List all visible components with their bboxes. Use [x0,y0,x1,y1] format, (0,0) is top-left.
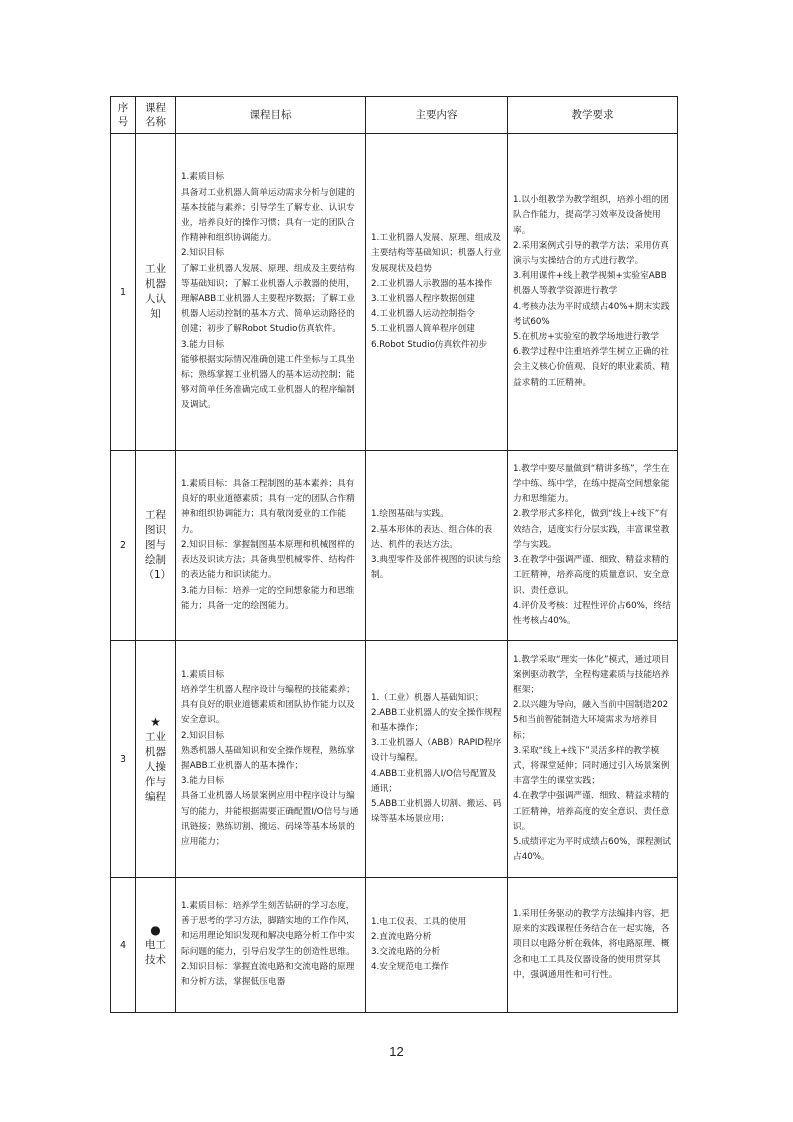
course-name: 工业机器人认知 [145,263,166,320]
main-content-cell [366,641,508,878]
content-line: 2.直流电路分析 [371,931,432,942]
content-line: 4.ABB工业机器人I/O信号配置及通讯； [371,768,497,794]
requirements-line: 1.教学中要尽量做到“精讲多练”，学生在学中练、练中学，在练中提高空间想象能力和思维能力。 [513,463,670,505]
requirements-line: 5.成绩评定为平时成绩占60%，课程测试占40%。 [513,837,671,863]
course-table-page [110,96,677,1013]
content-line: 1.工业机器人发展、原理、组成及主要结构等基础知识；机器人行业发展现状及趋势 [371,233,502,274]
content-line: 3.工业机器人程序数据创建 [371,294,475,304]
goal-line: 1.素质目标 [181,669,225,680]
course-goal-cell [176,641,366,878]
main-content-cell [366,451,508,641]
goal-line: 了解工业机器人发展、原理、组成及主要结构等基础知识；了解工业机器人示教器的使用，理解ABB工业机器人主要程序数据；了解工业机器人运动控制的基本方式、简单运动路径的创建；初步了解Robot Studio仿真软件。 [181,263,356,335]
page-number: 12 [389,1044,404,1059]
header-goal: 课程目标 [176,97,366,134]
content-line: 2.工业机器人示教器的基本操作 [371,278,493,289]
header-content: 主要内容 [366,97,508,134]
goal-line: 2.知识目标 [181,730,225,741]
requirements-line: 5.在机房+实验室的教学场地进行教学 [513,332,659,342]
course-name: 电工技术 [145,939,166,966]
header-requirements: 教学要求 [508,97,678,134]
course-name: 工程图识图与绘制（1） [143,509,172,581]
requirements-line: 1.以小组教学为教学组织，培养小组的团队合作能力，提高学习效率及设备使用率。 [513,195,669,236]
content-line: 3.工业机器人（ABB）RAPID程序设计与编程。 [371,738,502,764]
course-name: 工业机器人操作与编程 [145,730,166,803]
content-line: 1.绘图基础与实践。 [371,509,449,520]
table-row [111,641,678,878]
goal-line: 具备对工业机器人简单运动需求分析与创建的基本技能与素养；引导学生了解专业、认识专业，培养良好的操作习惯；具有一定的团队合作精神和组织协调能力。 [181,187,355,244]
requirements-line: 2.采用案例式引导的教学方法；采用仿真演示与实操结合的方式进行教学。 [513,240,669,266]
goal-line: 能够根据实际情况准确创建工件坐标与工具坐标；熟练掌握工业机器人的基本运动控制；能够对简单任务准确完成工业机器人的程序编制及调试。 [181,354,355,411]
course-goal-cell [176,878,366,1013]
table-row [111,451,678,641]
content-line: 5.ABB工业机器人切割、搬运、码垛等基本场景应用； [371,799,502,825]
row-number: 4 [111,878,136,1013]
requirements-line: 1.采用任务驱动的教学方法编排内容，把原来的实践课程任务结合在一起实施，各项目以电路分析在载体，将电路原理、概念和电工工具及仪器设备的使用贯穿其中，强调通用性和可行性。 [513,908,670,980]
goal-line: 具备工业机器人场景案例应用中程序设计与编写的能力，并能根据需要正确配置I/O信号与通讯链接；熟练切割、搬运、码垛等基本场景的应用能力； [181,791,359,848]
course-goal-cell [176,134,366,451]
main-content-cell [366,134,508,451]
goal-line: 3.能力目标：培养一定的空间想象能力和思维能力；具备一定的绘图能力。 [181,585,355,611]
row-number: 3 [111,641,136,878]
goal-line: 2.知识目标 [181,248,225,259]
requirements-line: 3.在教学中强调严谨、细致、精益求精的工匠精神，培养高度的质量意识、安全意识、责任意识。 [513,555,670,596]
content-line: 6.Robot Studio仿真软件初步 [371,339,488,350]
header-name: 课程名称 [136,97,176,134]
goal-line: 熟悉机器人基础知识和安全操作规程，熟练掌握ABB工业机器人的基本操作； [181,745,355,771]
goal-line: 1.素质目标：培养学生刻苦钻研的学习态度，善于思考的学习方法，脚踏实地的工作作风，和运用理论知识发现和解决电路分析工作中实际问题的能力，引导启发学生的创造性思维。 [181,900,355,957]
core-course-star-mark: ★ [150,714,161,729]
content-line: 1.（工业）机器人基础知识； [371,692,484,703]
content-line: 5.工业机器人简单程序创建 [371,324,475,335]
table-row [111,878,678,1013]
row-number: 2 [111,451,136,641]
requirements-line: 1.教学采取“理实一体化”模式，通过项目案例驱动教学，全程构建素质与技能培养框架； [513,654,670,695]
teaching-requirements-cell [508,641,678,878]
goal-line: 3.能力目标 [181,776,225,787]
requirements-line: 6.教学过程中注重培养学生树立正确的社会主义核心价值观、良好的职业素质、精益求精的工匠精神。 [513,347,670,388]
course-name-cell [136,878,176,1013]
content-line: 1.电工仪表、工具的使用 [371,916,467,927]
content-line: 4.安全规范电工操作 [371,962,449,973]
course-name-cell [136,134,176,451]
goal-line: 2.知识目标：掌握直流电路和交流电路的原理和分析方法，掌握低压电器 [181,961,355,987]
goal-line: 培养学生机器人程序设计与编程的技能素养；具有良好的职业道德素质和团队协作能力以及安全意识。 [181,684,355,726]
requirements-line: 2.以兴趣为导向，融入当前中国制造2025和当前智能制造大环境需求为培养目标； [513,700,669,741]
content-line: 3.典型零件及部件视图的识读与绘制。 [371,555,501,581]
course-name-cell [136,641,176,878]
requirements-line: 4.考核办法为平时成绩占40%+期末实践考试60% [513,301,670,327]
goal-line: 2.知识目标：掌握制图基本原理和机械图样的表达及识读方法；具备典型机械零件、结构件的表达能力和识读能力。 [181,539,355,581]
teaching-requirements-cell [508,134,678,451]
requirements-line: 4.评价及考核：过程性评价占60%，终结性考核占40%。 [513,600,671,626]
teaching-requirements-cell [508,878,678,1013]
content-line: 3.交流电路的分析 [371,947,441,957]
course-table [110,96,678,1013]
requirements-line: 3.利用课件+线上教学视频+实验室ABB机器人等教学资源进行教学 [513,271,667,297]
content-line: 2.基本形体的表达、组合体的表达、机件的表达方法。 [371,524,493,550]
row-number: 1 [111,134,136,451]
requirements-line: 3.采取“线上+线下”灵活多样的教学模式，将课堂延伸；同时通过引入场景案例丰富学生的课堂实践； [513,745,670,787]
table-header-row [111,97,678,134]
content-line: 4.工业机器人运动控制指令 [371,309,475,320]
course-name-cell [136,451,176,641]
goal-line: 1.素质目标 [181,172,225,183]
main-content-cell [366,878,508,1013]
header-no: 序号 [111,97,136,134]
requirements-line: 4.在教学中强调严谨、细致、精益求精的工匠精神，培养高度的安全意识、责任意识。 [513,791,670,832]
table-row [111,134,678,451]
requirements-line: 2.教学形式多样化，做到“线上+线下”有效结合，适度实行分层实践，丰富课堂教学与实践。 [513,509,670,550]
course-goal-cell [176,451,366,641]
goal-line: 1.素质目标：具备工程制图的基本素养；具有良好的职业道德素质；具有一定的团队合作精神和组织协调能力；具有敬岗爱业的工作能力。 [181,479,355,535]
goal-line: 3.能力目标 [181,339,225,350]
course-bullet-mark: ● [150,923,161,937]
content-line: 2.ABB工业机器人的安全操作规程和基本操作； [371,707,502,733]
teaching-requirements-cell [508,451,678,641]
